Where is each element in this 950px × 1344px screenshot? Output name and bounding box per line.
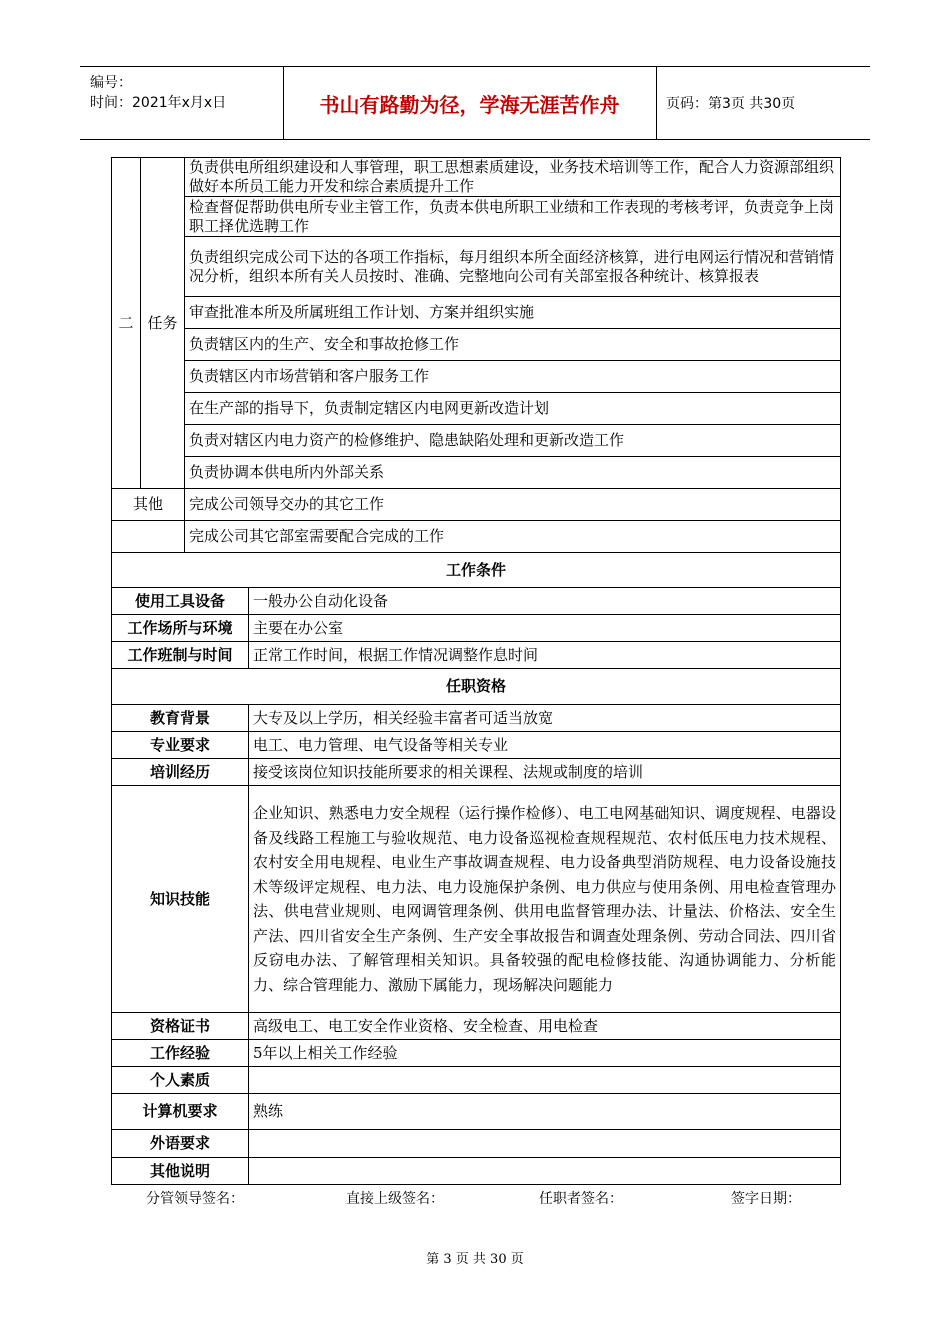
condition-label: 使用工具设备 [112,588,249,615]
other-item: 完成公司领导交办的其它工作 [185,489,841,521]
qualification-row [112,705,841,732]
doc-number-label: 编号： [90,75,132,91]
signature-date: 签字日期： [731,1191,801,1207]
qualification-label: 知识技能 [112,786,249,1013]
task-item: 负责协调本供电所内外部关系 [185,457,841,489]
qualification-value: 熟练 [249,1094,841,1130]
qualification-value: 高级电工、电工安全作业资格、安全检查、用电检查 [249,1013,841,1040]
signature-leader: 分管领导签名： [146,1191,244,1207]
condition-row [112,615,841,642]
condition-row [112,642,841,669]
condition-value: 正常工作时间，根据工作情况调整作息时间 [249,642,841,669]
qualification-row [112,1067,841,1094]
qualification-label: 专业要求 [112,732,249,759]
condition-label: 工作场所与环境 [112,615,249,642]
task-row [112,197,841,237]
section-title-qualifications: 任职资格 [112,669,841,705]
other-label-empty [112,521,185,553]
condition-value: 一般办公自动化设备 [249,588,841,615]
task-row [112,297,841,329]
section-label-tasks: 任务 [141,158,185,489]
qualification-value: 接受该岗位知识技能所要求的相关课程、法规或制度的培训 [249,759,841,786]
qualification-row [112,1040,841,1067]
section-heading-row [112,553,841,588]
task-row [112,329,841,361]
header-motto: 书山有路勤为径，学海无涯苦作舟 [283,67,657,139]
qualification-label: 外语要求 [112,1130,249,1158]
qualification-row [112,1158,841,1185]
signature-employee: 任职者签名： [539,1191,623,1207]
qualification-row [112,1094,841,1130]
qualification-row [112,1013,841,1040]
task-row [112,425,841,457]
section-title-conditions: 工作条件 [112,553,841,588]
other-label: 其他 [112,489,185,521]
page-footer: 第 3 页 共 30 页 [426,1252,524,1267]
qualification-value: 5年以上相关工作经验 [249,1040,841,1067]
doc-time-label: 时间：2021年x月x日 [90,95,227,111]
qualification-value [249,1067,841,1094]
page-header [80,66,870,140]
qualification-label: 个人素质 [112,1067,249,1094]
qualification-value: 大专及以上学历，相关经验丰富者可适当放宽 [249,705,841,732]
qualification-label: 工作经验 [112,1040,249,1067]
qualification-label: 培训经历 [112,759,249,786]
task-row [112,158,841,197]
qualification-row [112,759,841,786]
task-item: 负责对辖区内电力资产的检修维护、隐患缺陷处理和更新改造工作 [185,425,841,457]
job-description-table [111,157,840,1185]
task-item: 负责辖区内市场营销和客户服务工作 [185,361,841,393]
qualification-value [249,1158,841,1185]
header-meta [80,67,284,139]
signature-supervisor: 直接上级签名： [346,1191,444,1207]
qualification-label: 其他说明 [112,1158,249,1185]
task-item: 负责供电所组织建设和人事管理，职工思想素质建设，业务技术培训等工作，配合人力资源部组织做好本所员工能力开发和综合素质提升工作 [185,158,841,197]
qualification-value: 电工、电力管理、电气设备等相关专业 [249,732,841,759]
qualification-row [112,732,841,759]
qualification-label: 计算机要求 [112,1094,249,1130]
condition-label: 工作班制与时间 [112,642,249,669]
condition-row [112,588,841,615]
other-item: 完成公司其它部室需要配合完成的工作 [185,521,841,553]
task-item: 审查批准本所及所属班组工作计划、方案并组织实施 [185,297,841,329]
qualification-value [249,1130,841,1158]
condition-value: 主要在办公室 [249,615,841,642]
qualification-label: 教育背景 [112,705,249,732]
task-item: 负责辖区内的生产、安全和事故抢修工作 [185,329,841,361]
task-row [112,237,841,297]
qualification-row [112,786,841,1013]
task-row [112,361,841,393]
task-item: 检查督促帮助供电所专业主管工作，负责本供电所职工业绩和工作表现的考核考评，负责竞争上岗职工择优选聘工作 [185,197,841,237]
section-heading-row [112,669,841,705]
other-row [112,489,841,521]
qualification-row [112,1130,841,1158]
qualification-label: 资格证书 [112,1013,249,1040]
task-item: 在生产部的指导下，负责制定辖区内电网更新改造计划 [185,393,841,425]
qualification-value: 企业知识、熟悉电力安全规程（运行操作检修）、电工电网基础知识、调度规程、电器设备及线路工程施工与验收规范、电力设备巡视检查规程规范、农村低压电力技术规程、农村安全用电规程、电业生产事故调查规程、电力设备典型消防规程、电力设备设施技术等级评定规程、电力法、电力设施保护条例、电力供应与使用条例、用电检查管理办法、供电营业规则、电网调管理条例、供用电监督管理办法、计量法、价格法、安全生产法、四川省安全生产条例、生产安全事故报告和调查处理条例、劳动合同法、四川省反窃电办法、了解管理相关知识。具备较强的配电检修技能、沟通协调能力、分析能力、综合管理能力、激励下属能力，现场解决问题能力 [249,786,841,1013]
task-item: 负责组织完成公司下达的各项工作指标，每月组织本所全面经济核算，进行电网运行情况和营销情况分析，组织本所有关人员按时、准确、完整地向公司有关部室报各种统计、核算报表 [185,237,841,297]
task-row [112,393,841,425]
header-page-label: 页码：第3页 共30页 [666,96,796,112]
section-number: 二 [112,158,141,489]
other-row [112,521,841,553]
task-row [112,457,841,489]
